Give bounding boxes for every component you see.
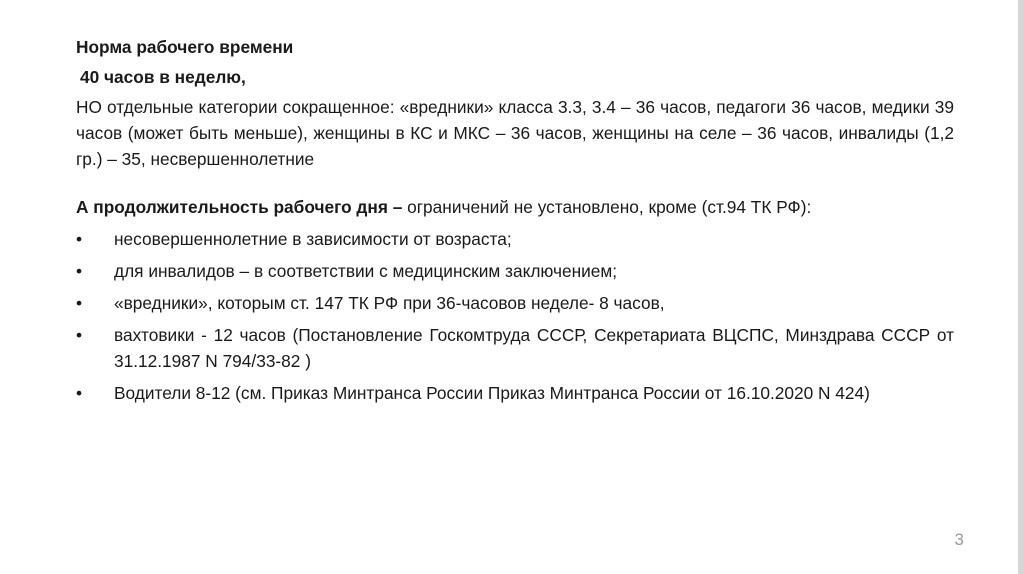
slide-edge <box>1018 0 1024 574</box>
slide-content <box>76 34 954 406</box>
heading-work-norm: Норма рабочего времени <box>76 37 294 57</box>
workday-duration-bold: А продолжительность рабочего дня – <box>76 197 403 217</box>
list-item <box>76 322 954 374</box>
bullet-icon: • <box>76 229 83 249</box>
list-item-text: вахтовики - 12 часов (Постановление Госкомтруда СССР, Секретариата ВЦСПС, Минздрава СССР от 31.12.1987 N 794/33-82 ) <box>114 325 954 371</box>
heading-40-hours: 40 часов в неделю, <box>80 67 246 87</box>
list-item-text: Водители 8-12 (см. Приказ Минтранса России Приказ Минтранса России от 16.10.2020 N 424) <box>114 383 870 403</box>
list-item <box>76 380 954 406</box>
bullet-icon: • <box>76 383 83 403</box>
bullet-icon: • <box>76 325 83 345</box>
reduced-hours-paragraph: НО отдельные категории сокращенное: «вредники» класса 3.3, 3.4 – 36 часов, педагоги 36 часов, медики 39 часов (может быть меньше), женщины в КС и МКС – 36 часов, женщины на селе – 36 часов, инвалиды (1,2 гр.) – 35, несвершеннолетние <box>76 97 954 169</box>
list-item <box>76 226 954 252</box>
workday-duration-text: ограничений не установлено, кроме (ст.94 ТК РФ): <box>402 197 812 217</box>
list-item <box>76 290 954 316</box>
list-item-text: для инвалидов – в соответствии с медицинским заключением; <box>114 261 618 281</box>
bullet-icon: • <box>76 293 83 313</box>
bullet-icon: • <box>76 261 83 281</box>
list-item-text: несовершеннолетние в зависимости от возраста; <box>114 229 512 249</box>
slide-number: 3 <box>954 530 964 549</box>
list-item <box>76 258 954 284</box>
list-item-text: «вредники», которым ст. 147 ТК РФ при 36-часовов неделе- 8 часов, <box>114 293 665 313</box>
workday-duration-paragraph <box>76 194 954 220</box>
